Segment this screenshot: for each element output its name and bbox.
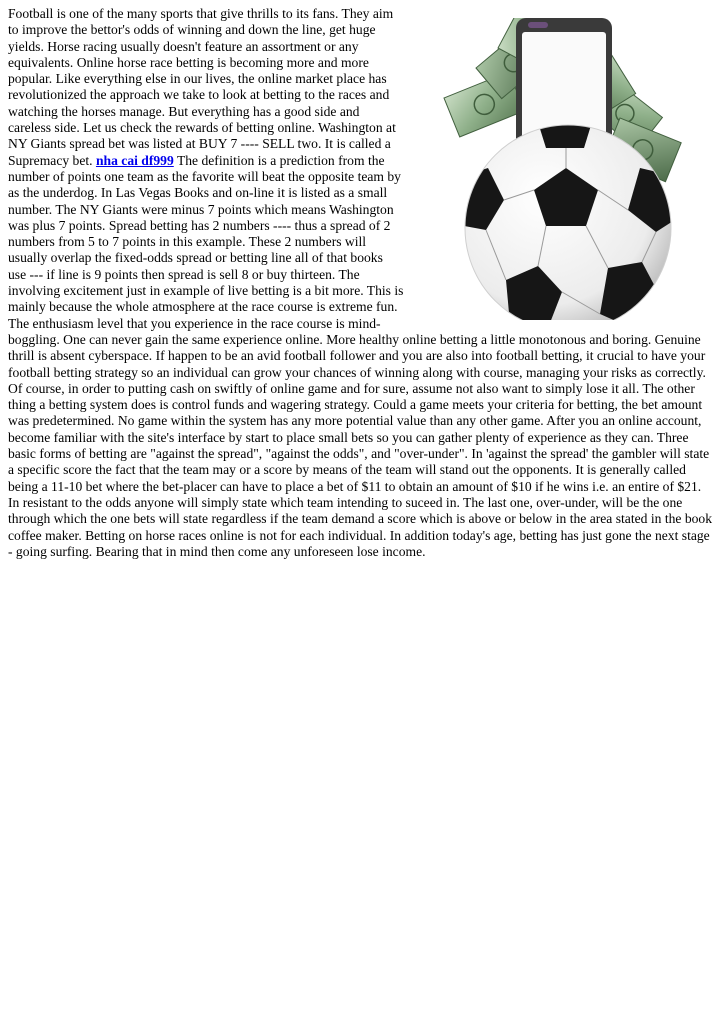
page bbox=[8, 6, 712, 560]
soccer-ball-phone-money-image bbox=[416, 18, 716, 320]
article-text-after-link: The definition is a prediction from the number of points one team as the favorite will beat the opposite team by as the underdog. In Las Vegas Books and on-line it is listed as a small number. The NY Giants were minus 7 points which means Washington was plus 7 points. Spread betting has 2 numbers ---- thus a spread of 2 numbers from 5 to 7 points in this example. These 2 numbers will usually overlap the fixed-odds spread or betting line all of that books use --- if line is 9 points then spread is sell 8 or buy thirteen. The involving excitement just in example of live betting is a bit more. This is mainly because the whole atmosphere at the race course is extreme fun. The enthusiasm level that you experience in the race course is mind-boggling. One can never gain the same experience online. More healthy online betting a little monotonous and boring. Genuine thrill is absent cyberspace. If happen to be an avid football follower and you are also into football betting, it crucial to have your football betting strategy so an individual can grow your chances of winning along with course, managing your risks as correctly. Of course, in order to putting cash on swiftly of online game and for sure, assume not also want to simply lose it all. The other thing a betting system does is control funds and wagering strategy. Could a game meets your criteria for betting, the bet amount was predetermined. No game within the system has any more potential value than any other game. After you an online account, become familiar with the site's interface by start to place small bets so you can gather plenty of experience as they can. Three basic forms of betting are "against the spread", "against the odds", and "over-under". In 'against the spread' the gambler will state a specific score the fact that the team may or a score by means of the team will stand out the opponents. It is generally called being a 11-10 bet where the bet-placer can have to place a bet of $11 to obtain an amount of $10 if he wins i.e. an entire of $21. In resistant to the odds anyone will simply state which team intending to suceed in. The last one, over-under, will be the one through which the one bets will state regardless if the team demand a score which is above or below in the area stated in the book coffee maker. Betting on horse races online is not for each individual. In addition today's age, betting has just gone the next stage - going surfing. Bearing that in mind then come any unforeseen lose income. bbox=[8, 152, 713, 559]
soccer-ball-phone-money-icon bbox=[416, 18, 716, 320]
nha-cai-df999-link[interactable]: nha cai df999 bbox=[95, 152, 174, 168]
article-text-before-link: Football is one of the many sports that give thrills to its fans. They aim to improve the bettor's odds of winning and down the line, get huge yields. Horse racing usually doesn't feature an assortment or any equivalents. Online horse race betting is becoming more and more popular. Like everything else in our lives, the online market place has revolutionized the approach we take to look at betting to the races and watching the horses manage. But everything has a good side and careless side. Let us check the rewards of betting online. Washington at NY Giants spread bet was listed at BUY 7 ---- SELL two. It is called a Supremacy bet. bbox=[8, 6, 396, 168]
